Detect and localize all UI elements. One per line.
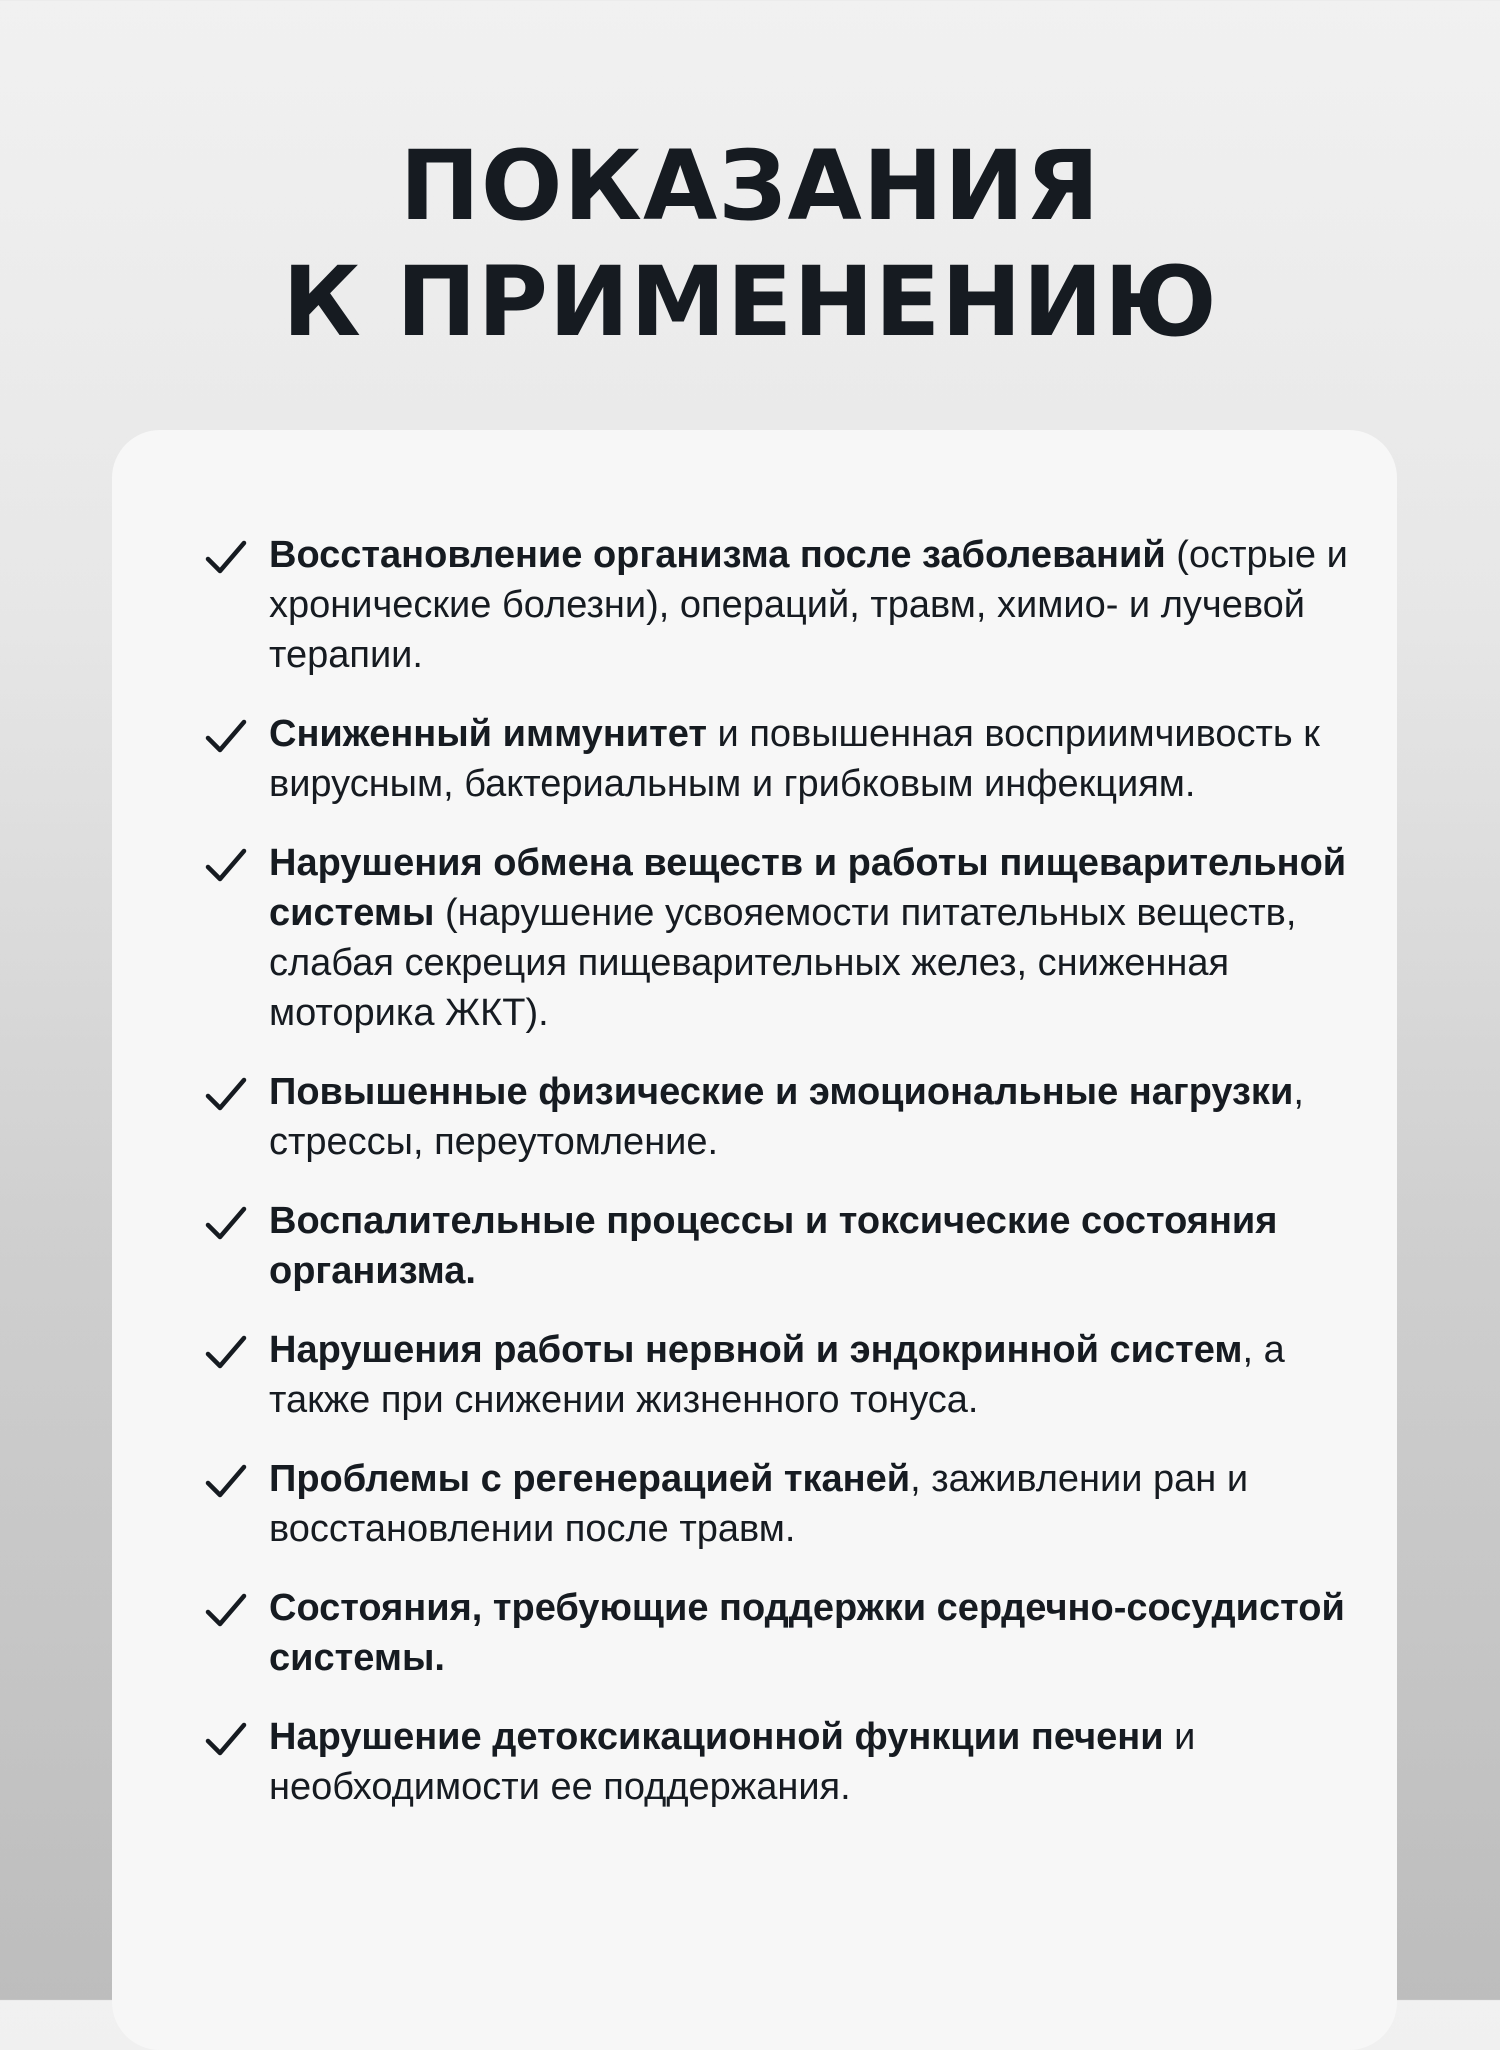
checkmark-icon: [204, 1331, 248, 1375]
item-bold-text: Проблемы с регенерацией тканей: [269, 1458, 911, 1500]
item-text: , стрессы, переутомление.: [269, 1071, 1304, 1163]
item-text: и повышенная восприимчивость к вирусным, бактериальным и грибковым инфекциям.: [269, 713, 1320, 805]
item-text: (острые и хронические болезни), операций, травм, химио- и лучевой терапии.: [269, 534, 1348, 676]
list-item: [112, 1325, 1397, 1425]
list-item: [112, 1067, 1397, 1167]
checkmark-icon: [204, 536, 248, 580]
indications-list: [112, 530, 1397, 1841]
page-title: [0, 128, 1500, 360]
list-item: [112, 530, 1397, 680]
list-item: [112, 1712, 1397, 1812]
item-bold-text: Нарушение детоксикационной функции печени: [269, 1716, 1164, 1758]
item-bold-text: Нарушения обмена веществ и работы пищеварительной системы: [269, 842, 1347, 934]
item-bold-text: Воспалительные процессы и токсические состояния организма.: [269, 1200, 1278, 1292]
item-bold-text: Восстановление организма после заболеваний: [269, 534, 1166, 576]
checkmark-icon: [204, 844, 248, 888]
list-item: [112, 1583, 1397, 1683]
title-line-2: К ПРИМЕНЕНИЮ: [282, 246, 1218, 358]
list-item: [112, 1196, 1397, 1296]
checkmark-icon: [204, 1073, 248, 1117]
item-text: , заживлении ран и восстановлении после травм.: [269, 1458, 1249, 1550]
item-bold-text: Состояния, требующие поддержки сердечно-сосудистой системы.: [269, 1587, 1345, 1679]
checkmark-icon: [204, 715, 248, 759]
list-item: [112, 1454, 1397, 1554]
list-item: [112, 709, 1397, 809]
title-line-1: ПОКАЗАНИЯ: [399, 130, 1101, 242]
checkmark-icon: [204, 1460, 248, 1504]
checkmark-icon: [204, 1718, 248, 1762]
list-item: [112, 838, 1397, 1038]
item-text: (нарушение усвояемости питательных веществ, слабая секреция пищеварительных желез, сниженная моторика ЖКТ).: [269, 892, 1297, 1034]
indications-card: [112, 430, 1397, 2050]
item-bold-text: Нарушения работы нервной и эндокринной систем: [269, 1329, 1243, 1371]
item-bold-text: Повышенные физические и эмоциональные нагрузки: [269, 1071, 1294, 1113]
item-text: и необходимости ее поддержания.: [269, 1716, 1196, 1808]
item-bold-text: Сниженный иммунитет: [269, 713, 707, 755]
checkmark-icon: [204, 1202, 248, 1246]
checkmark-icon: [204, 1589, 248, 1633]
item-text: , а также при снижении жизненного тонуса.: [269, 1329, 1285, 1421]
